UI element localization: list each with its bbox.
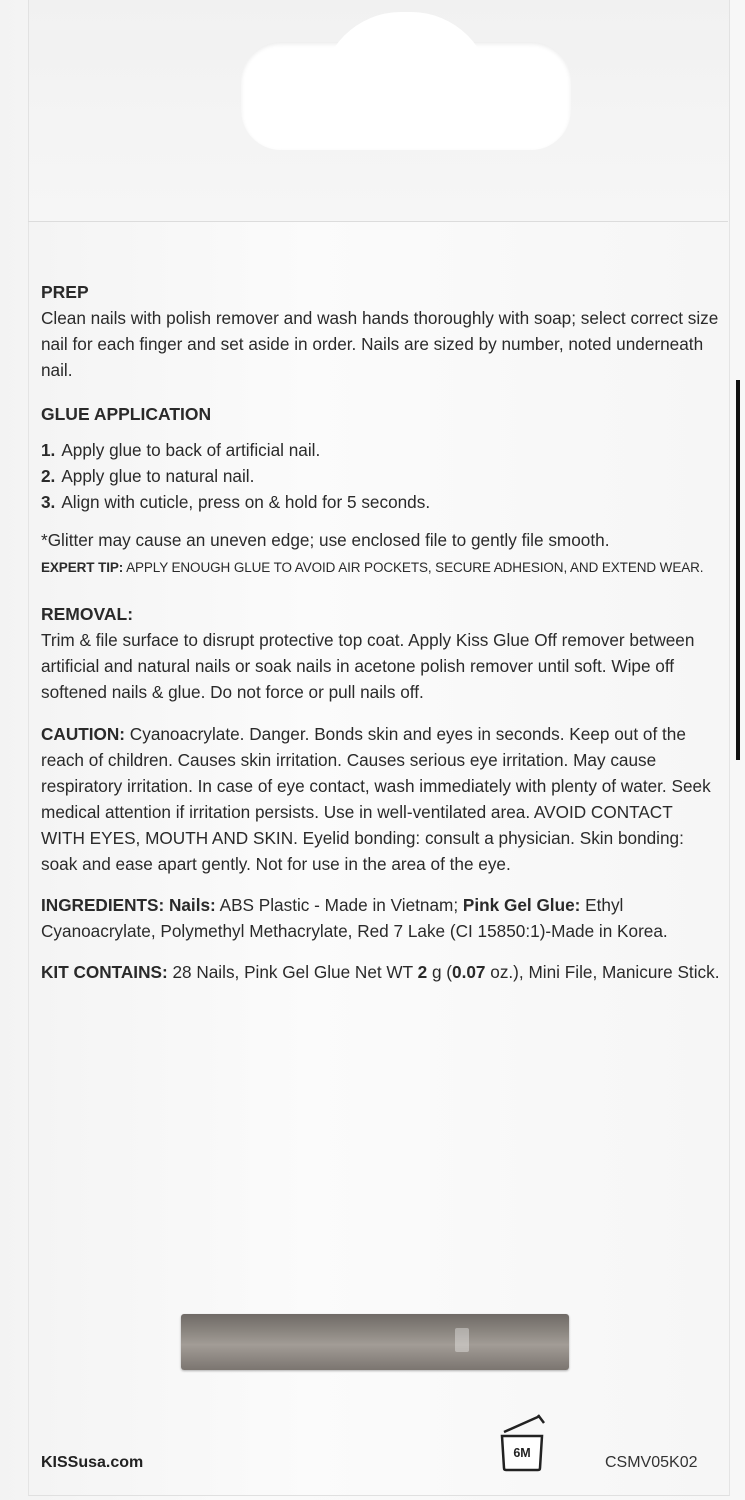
caution-label: CAUTION: [41,724,126,744]
glitter-note: *Glitter may cause an uneven edge; use enclosed file to gently file smooth. [41,530,610,550]
open-jar-icon [494,1410,550,1474]
mini-file-window [181,1314,569,1370]
step-number: 2. [41,466,56,486]
step-text: Apply glue to natural nail. [61,466,255,486]
product-code: CSMV05K02 [605,1454,698,1471]
hang-tab [28,0,730,222]
caution-body: Cyanoacrylate. Danger. Bonds skin and eyes in seconds. Keep out of the reach of children. Causes skin irritation. Causes serious eye irritation. May cause respiratory irritation. In case of eye contact, wash immediately with plenty of water. Seek medical attention if irritation persists. Use in well-ventilated area. AVOID CONTACT WITH EYES, MOUTH AND SKIN. Eyelid bonding: consult a physician. Skin bonding: soak and ease apart gently. Not for use in the area of the eye. [41,724,711,874]
kit-grams: 2 [417,962,428,982]
glue-application-section [41,401,721,581]
box-edge [736,380,740,760]
instructions-text [41,279,721,998]
nails-text: ABS Plastic - Made in Vietnam; [215,895,463,915]
kit-contains-label: KIT CONTAINS: [41,962,168,982]
ingredients-section [41,892,721,944]
kit-contains-text [41,959,721,985]
glue-text: Ethyl Cyanoacrylate, Polymethyl Methacrylate, Red 7 Lake (CI 15850:1)-Made in Korea. [41,895,668,941]
ingredients-text [41,892,721,944]
step-number: 1. [41,440,56,460]
removal-heading: REMOVAL: [41,604,134,624]
kit-text-3: oz.), Mini File, Manicure Stick. [485,962,720,982]
glue-label: Pink Gel Glue: [462,895,581,915]
glue-step [41,437,721,463]
pao-label: 6M [513,1446,531,1460]
ingredients-label: INGREDIENTS: [41,895,165,915]
kit-contains-section [41,959,721,985]
caution-section [41,721,721,877]
step-text: Apply glue to back of artificial nail. [61,440,321,460]
hang-hole [241,42,571,150]
glue-step [41,489,721,515]
open-jar-svg [494,1410,550,1474]
file-notch [455,1328,469,1352]
expert-tip-label: EXPERT TIP: [41,560,124,575]
removal-text: Trim & file surface to disrupt protective top coat. Apply Kiss Glue Off remover between artificial and natural nails or soak nails in acetone polish remover until soft. Wipe off softened nails & glue. Do not force or pull nails off. [41,630,695,702]
expert-tip [41,555,721,581]
nails-label: Nails: [164,895,216,915]
removal-section [41,601,721,705]
prep-text: Clean nails with polish remover and wash hands thoroughly with soap; select correct size nail for each finger and set aside in order. Nails are sized by number, noted underneath nail. [41,308,719,380]
glue-step [41,463,721,489]
caution-text [41,721,721,877]
glue-steps-list [41,437,721,515]
website-url: KISSusa.com [41,1454,144,1471]
prep-heading: PREP [41,282,89,302]
kit-text-1: 28 Nails, Pink Gel Glue Net WT [167,962,418,982]
glue-application-heading: GLUE APPLICATION [41,404,212,424]
step-number: 3. [41,492,56,512]
step-text: Align with cuticle, press on & hold for 5 seconds. [61,492,431,512]
prep-section [41,279,721,383]
expert-tip-text: APPLY ENOUGH GLUE TO AVOID AIR POCKETS, SECURE ADHESION, AND EXTEND WEAR. [123,560,704,575]
kit-ounces: 0.07 [452,962,486,982]
kit-text-2: g ( [427,962,453,982]
